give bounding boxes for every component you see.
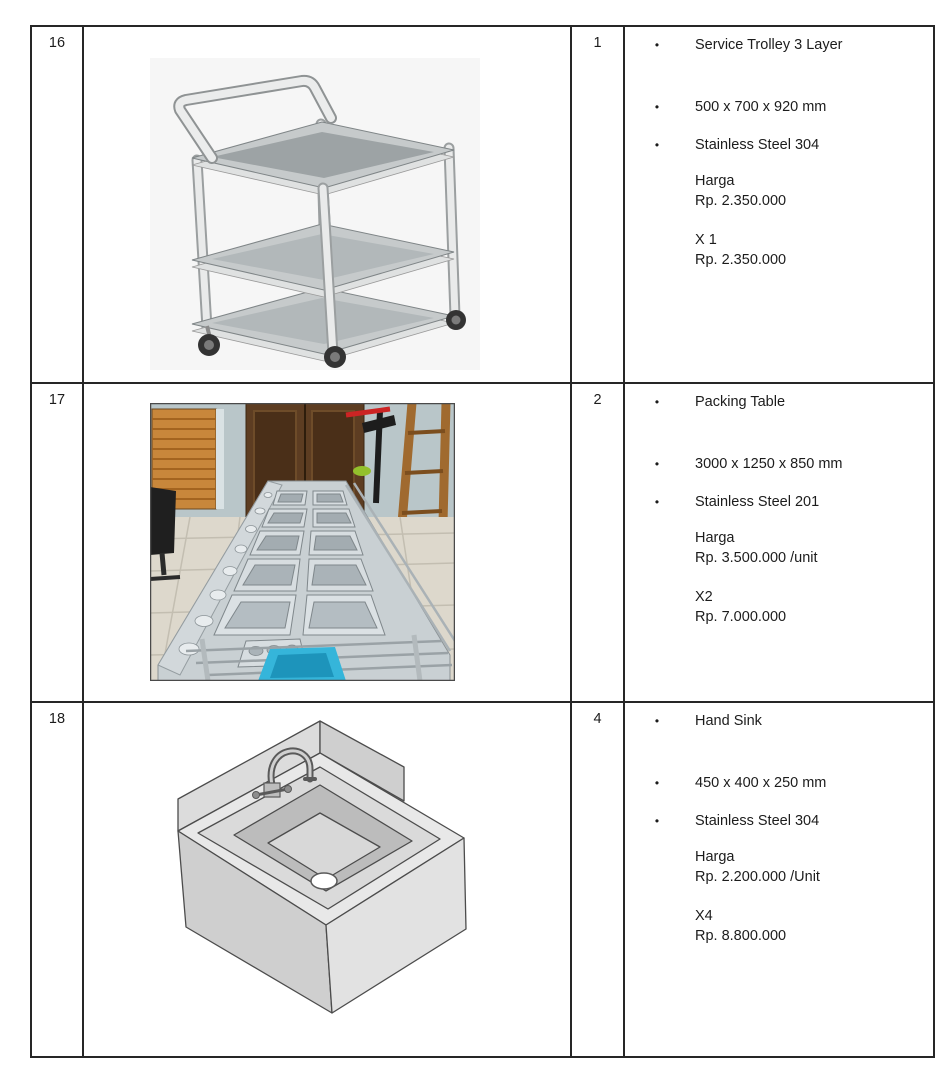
row-number-cell [32,384,84,701]
price-label: Harga [695,173,735,189]
qty-value: 4 [593,711,602,727]
bullet-icon: • [654,776,660,790]
row-number-cell [32,703,84,1056]
row-number: 16 [48,35,66,51]
product-material: Stainless Steel 304 [695,137,820,153]
multiplier: X2 [695,589,713,605]
spec-line [625,392,933,412]
table-row [32,27,933,384]
spec-line [625,454,933,474]
product-image-cell [84,703,572,1056]
qty-cell [572,384,625,701]
price-label: Harga [695,849,735,865]
bullet-icon: • [654,814,660,828]
multiplier: X4 [695,908,713,924]
spec-line [625,35,933,55]
service-trolley-image [150,58,480,370]
product-dimensions: 500 x 700 x 920 mm [695,99,827,115]
bullet-icon: • [654,714,660,728]
qty-cell [572,27,625,382]
bullet-icon: • [654,495,660,509]
description-cell [625,703,933,1056]
description-cell [625,384,933,701]
product-name: Service Trolley 3 Layer [695,37,843,53]
description-cell [625,27,933,382]
price-label: Harga [695,530,735,546]
product-material: Stainless Steel 201 [695,494,820,510]
bullet-icon: • [654,100,660,114]
spec-line [625,97,933,117]
spec-line [625,492,933,512]
total-value: Rp. 8.800.000 [695,928,787,944]
packing-table-image [150,403,455,681]
total-value: Rp. 2.350.000 [695,252,787,268]
product-image-cell [84,27,572,382]
product-name: Packing Table [695,394,786,410]
price-value: Rp. 3.500.000 /unit [695,550,818,566]
product-dimensions: 450 x 400 x 250 mm [695,775,827,791]
bullet-icon: • [654,138,660,152]
spec-line [625,811,933,831]
hand-sink-image [168,713,472,1018]
spec-line [625,135,933,155]
product-material: Stainless Steel 304 [695,813,820,829]
bullet-icon: • [654,457,660,471]
multiplier: X 1 [695,232,717,248]
qty-value: 2 [593,392,602,408]
spec-line [625,773,933,793]
product-table [30,25,935,1058]
total-value: Rp. 7.000.000 [695,609,787,625]
row-number: 18 [48,711,66,727]
qty-value: 1 [593,35,602,51]
qty-cell [572,703,625,1056]
bullet-icon: • [654,395,660,409]
table-row [32,384,933,703]
product-dimensions: 3000 x 1250 x 850 mm [695,456,843,472]
product-image-cell [84,384,572,701]
row-number: 17 [48,392,66,408]
product-name: Hand Sink [695,713,762,729]
row-number-cell [32,27,84,382]
spec-line [625,711,933,731]
price-value: Rp. 2.200.000 /Unit [695,869,820,885]
price-value: Rp. 2.350.000 [695,193,787,209]
bullet-icon: • [654,38,660,52]
table-row [32,703,933,1056]
